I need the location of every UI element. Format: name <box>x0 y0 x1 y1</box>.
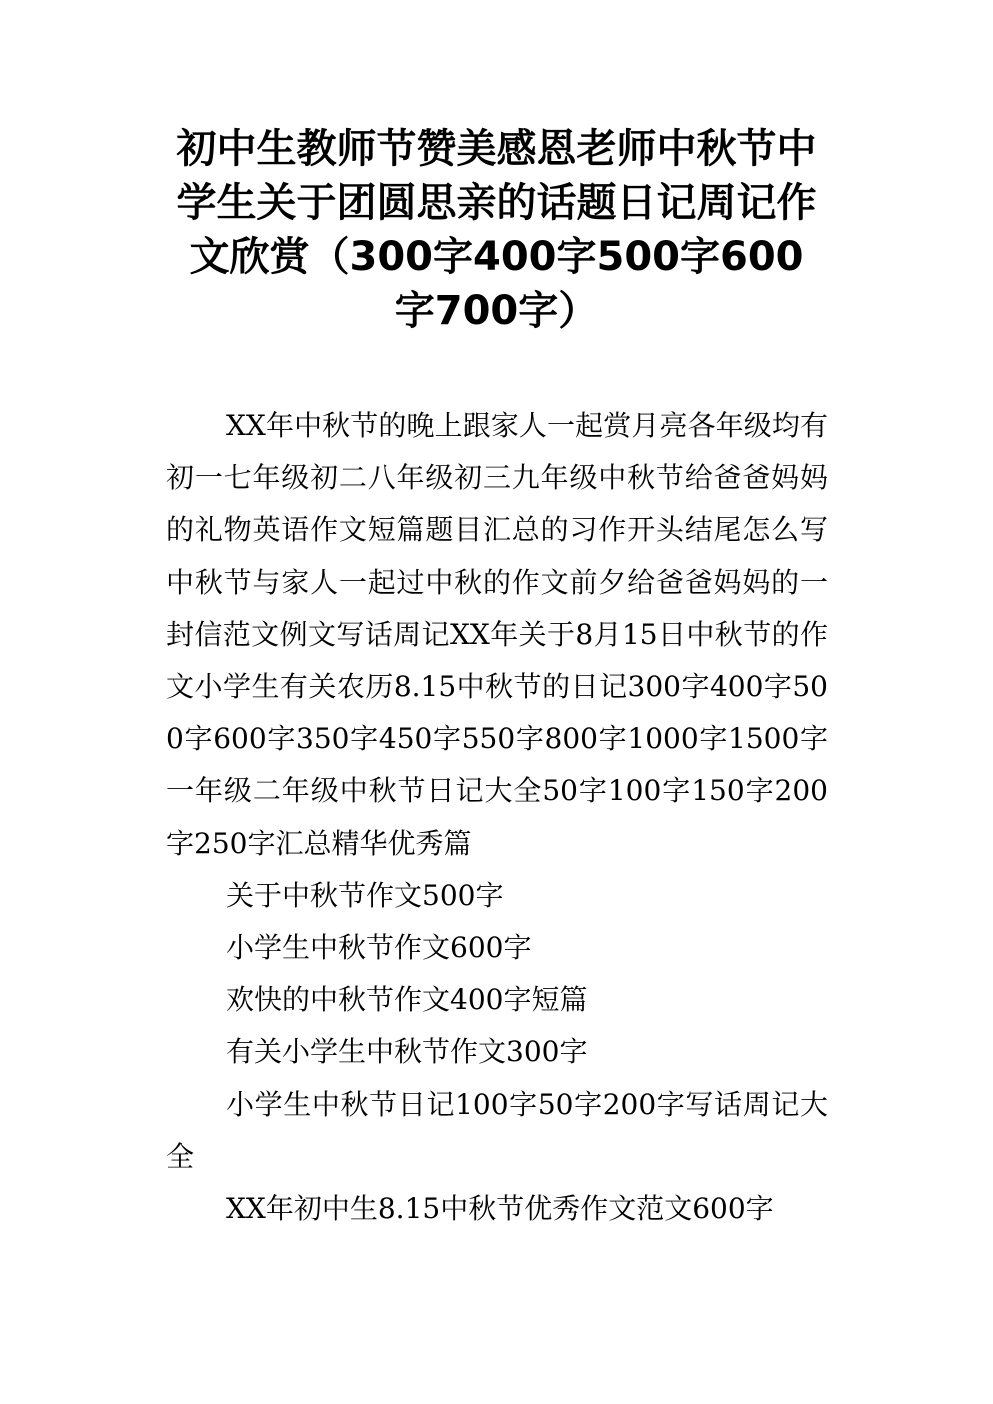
paragraph-item: 欢快的中秋节作文400字短篇 <box>226 983 588 1017</box>
document-title: 初中生教师节赞美感恩老师中秋节中学生关于团圆思亲的话题日记周记作文欣赏（300字400字500字600字700字） <box>176 126 817 334</box>
paragraph-intro: XX年中秋节的晚上跟家人一起赏月亮各年级均有初一七年级初二八年级初三九年级中秋节给爸爸妈妈的礼物英语作文短篇题目汇总的习作开头结尾怎么写中秋节与家人一起过中秋的作文前夕给爸爸妈妈的一封信范文例文写话周记XX年关于8月15日中秋节的作文小学生有关农历8.15中秋节的日记300字400字500字600字350字450字550字800字1000字1500字一年级二年级中秋节日记大全50字100字150字200字250字汇总精华优秀篇 <box>166 409 828 860</box>
paragraph-item: 小学生中秋节日记100字50字200字写话周记大全 <box>166 1087 828 1173</box>
document-body <box>166 400 828 1235</box>
paragraph-item: XX年初中生8.15中秋节优秀作文范文600字 <box>226 1192 774 1226</box>
paragraph-item: 小学生中秋节作文600字 <box>226 931 532 965</box>
paragraph-item: 有关小学生中秋节作文300字 <box>226 1035 588 1069</box>
paragraph-item: 关于中秋节作文500字 <box>226 878 504 912</box>
